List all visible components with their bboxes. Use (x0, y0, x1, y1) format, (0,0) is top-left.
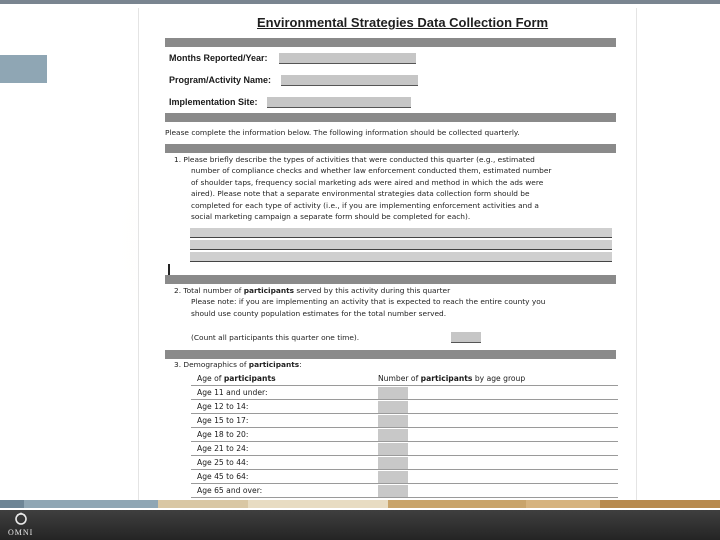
months-input[interactable] (279, 53, 416, 64)
q1-line: of shoulder taps, frequency social marketing ads were aired and method in which the ads were (191, 178, 544, 187)
table-row (191, 484, 618, 498)
q2-line: Please note: if you are implementing an activity that is expected to reach the entire county you (191, 297, 546, 306)
participants-count-input[interactable] (451, 332, 481, 343)
top-strip (0, 0, 720, 4)
age-group-label: Age 18 to 20: (197, 430, 249, 439)
table-row (191, 400, 618, 414)
q2-line: 2. Total number of participants served by this activity during this quarter (174, 286, 451, 295)
section-bar (165, 350, 616, 359)
site-input[interactable] (267, 97, 411, 108)
age-column-header: Age of participants (197, 374, 276, 383)
months-label: Months Reported/Year: (169, 53, 268, 63)
text-cursor (168, 264, 170, 275)
count-column-header: Number of participants by age group (378, 374, 526, 383)
form-title: Environmental Strategies Data Collection Form (257, 15, 549, 30)
age-group-label: Age 11 and under: (197, 388, 268, 397)
table-row (191, 414, 618, 428)
age-count-input[interactable] (378, 401, 408, 413)
demographics-header-row (191, 372, 618, 386)
section-bar (165, 144, 616, 153)
q1-answer-line[interactable] (190, 252, 612, 262)
footer-band (0, 510, 720, 540)
age-group-label: Age 21 to 24: (197, 444, 249, 453)
form-document (138, 8, 637, 504)
section-bar (165, 275, 616, 284)
q1-line: number of compliance checks and whether law enforcement conducted them, estimated number (191, 166, 552, 175)
section-bar (165, 113, 616, 122)
age-count-input[interactable] (378, 471, 408, 483)
q1-line: social marketing campaign a separate form should be completed for each). (191, 212, 471, 221)
table-row (191, 470, 618, 484)
age-count-input[interactable] (378, 387, 408, 399)
age-count-input[interactable] (378, 443, 408, 455)
age-count-input[interactable] (378, 429, 408, 441)
instructions-text: Please complete the information below. The following information should be collected quarterly. (165, 128, 520, 137)
age-count-input[interactable] (378, 457, 408, 469)
age-group-label: Age 65 and over: (197, 486, 263, 495)
age-group-label: Age 12 to 14: (197, 402, 249, 411)
table-row (191, 386, 618, 400)
left-accent-block (0, 55, 47, 83)
program-label: Program/Activity Name: (169, 75, 272, 85)
q1-line: 1. Please briefly describe the types of activities that were conducted this quarter (e.g., estimated (174, 155, 535, 164)
table-row (191, 456, 618, 470)
omni-logo-icon (14, 512, 28, 526)
omni-logo-text: OMNI (8, 528, 34, 537)
q1-answer-line[interactable] (190, 240, 612, 250)
q1-line: completed for each type of activity (i.e., if you are implementing enforcement activities and a (191, 201, 539, 210)
q1-answer-line[interactable] (190, 228, 612, 238)
age-group-label: Age 25 to 44: (197, 458, 249, 467)
decorative-color-strip (0, 500, 720, 508)
program-input[interactable] (281, 75, 418, 86)
q3-heading: 3. Demographics of participants: (174, 360, 302, 369)
age-group-label: Age 15 to 17: (197, 416, 249, 425)
table-row (191, 442, 618, 456)
table-row (191, 428, 618, 442)
age-count-input[interactable] (378, 485, 408, 497)
site-label: Implementation Site: (169, 97, 258, 107)
q1-line: aired). Please note that a separate environmental strategies data collection form should be (191, 189, 530, 198)
section-bar (165, 38, 616, 47)
q2-line: should use county population estimates for the total number served. (191, 309, 447, 318)
age-count-input[interactable] (378, 415, 408, 427)
age-group-label: Age 45 to 64: (197, 472, 249, 481)
q2-line: (Count all participants this quarter one time). (191, 333, 360, 342)
